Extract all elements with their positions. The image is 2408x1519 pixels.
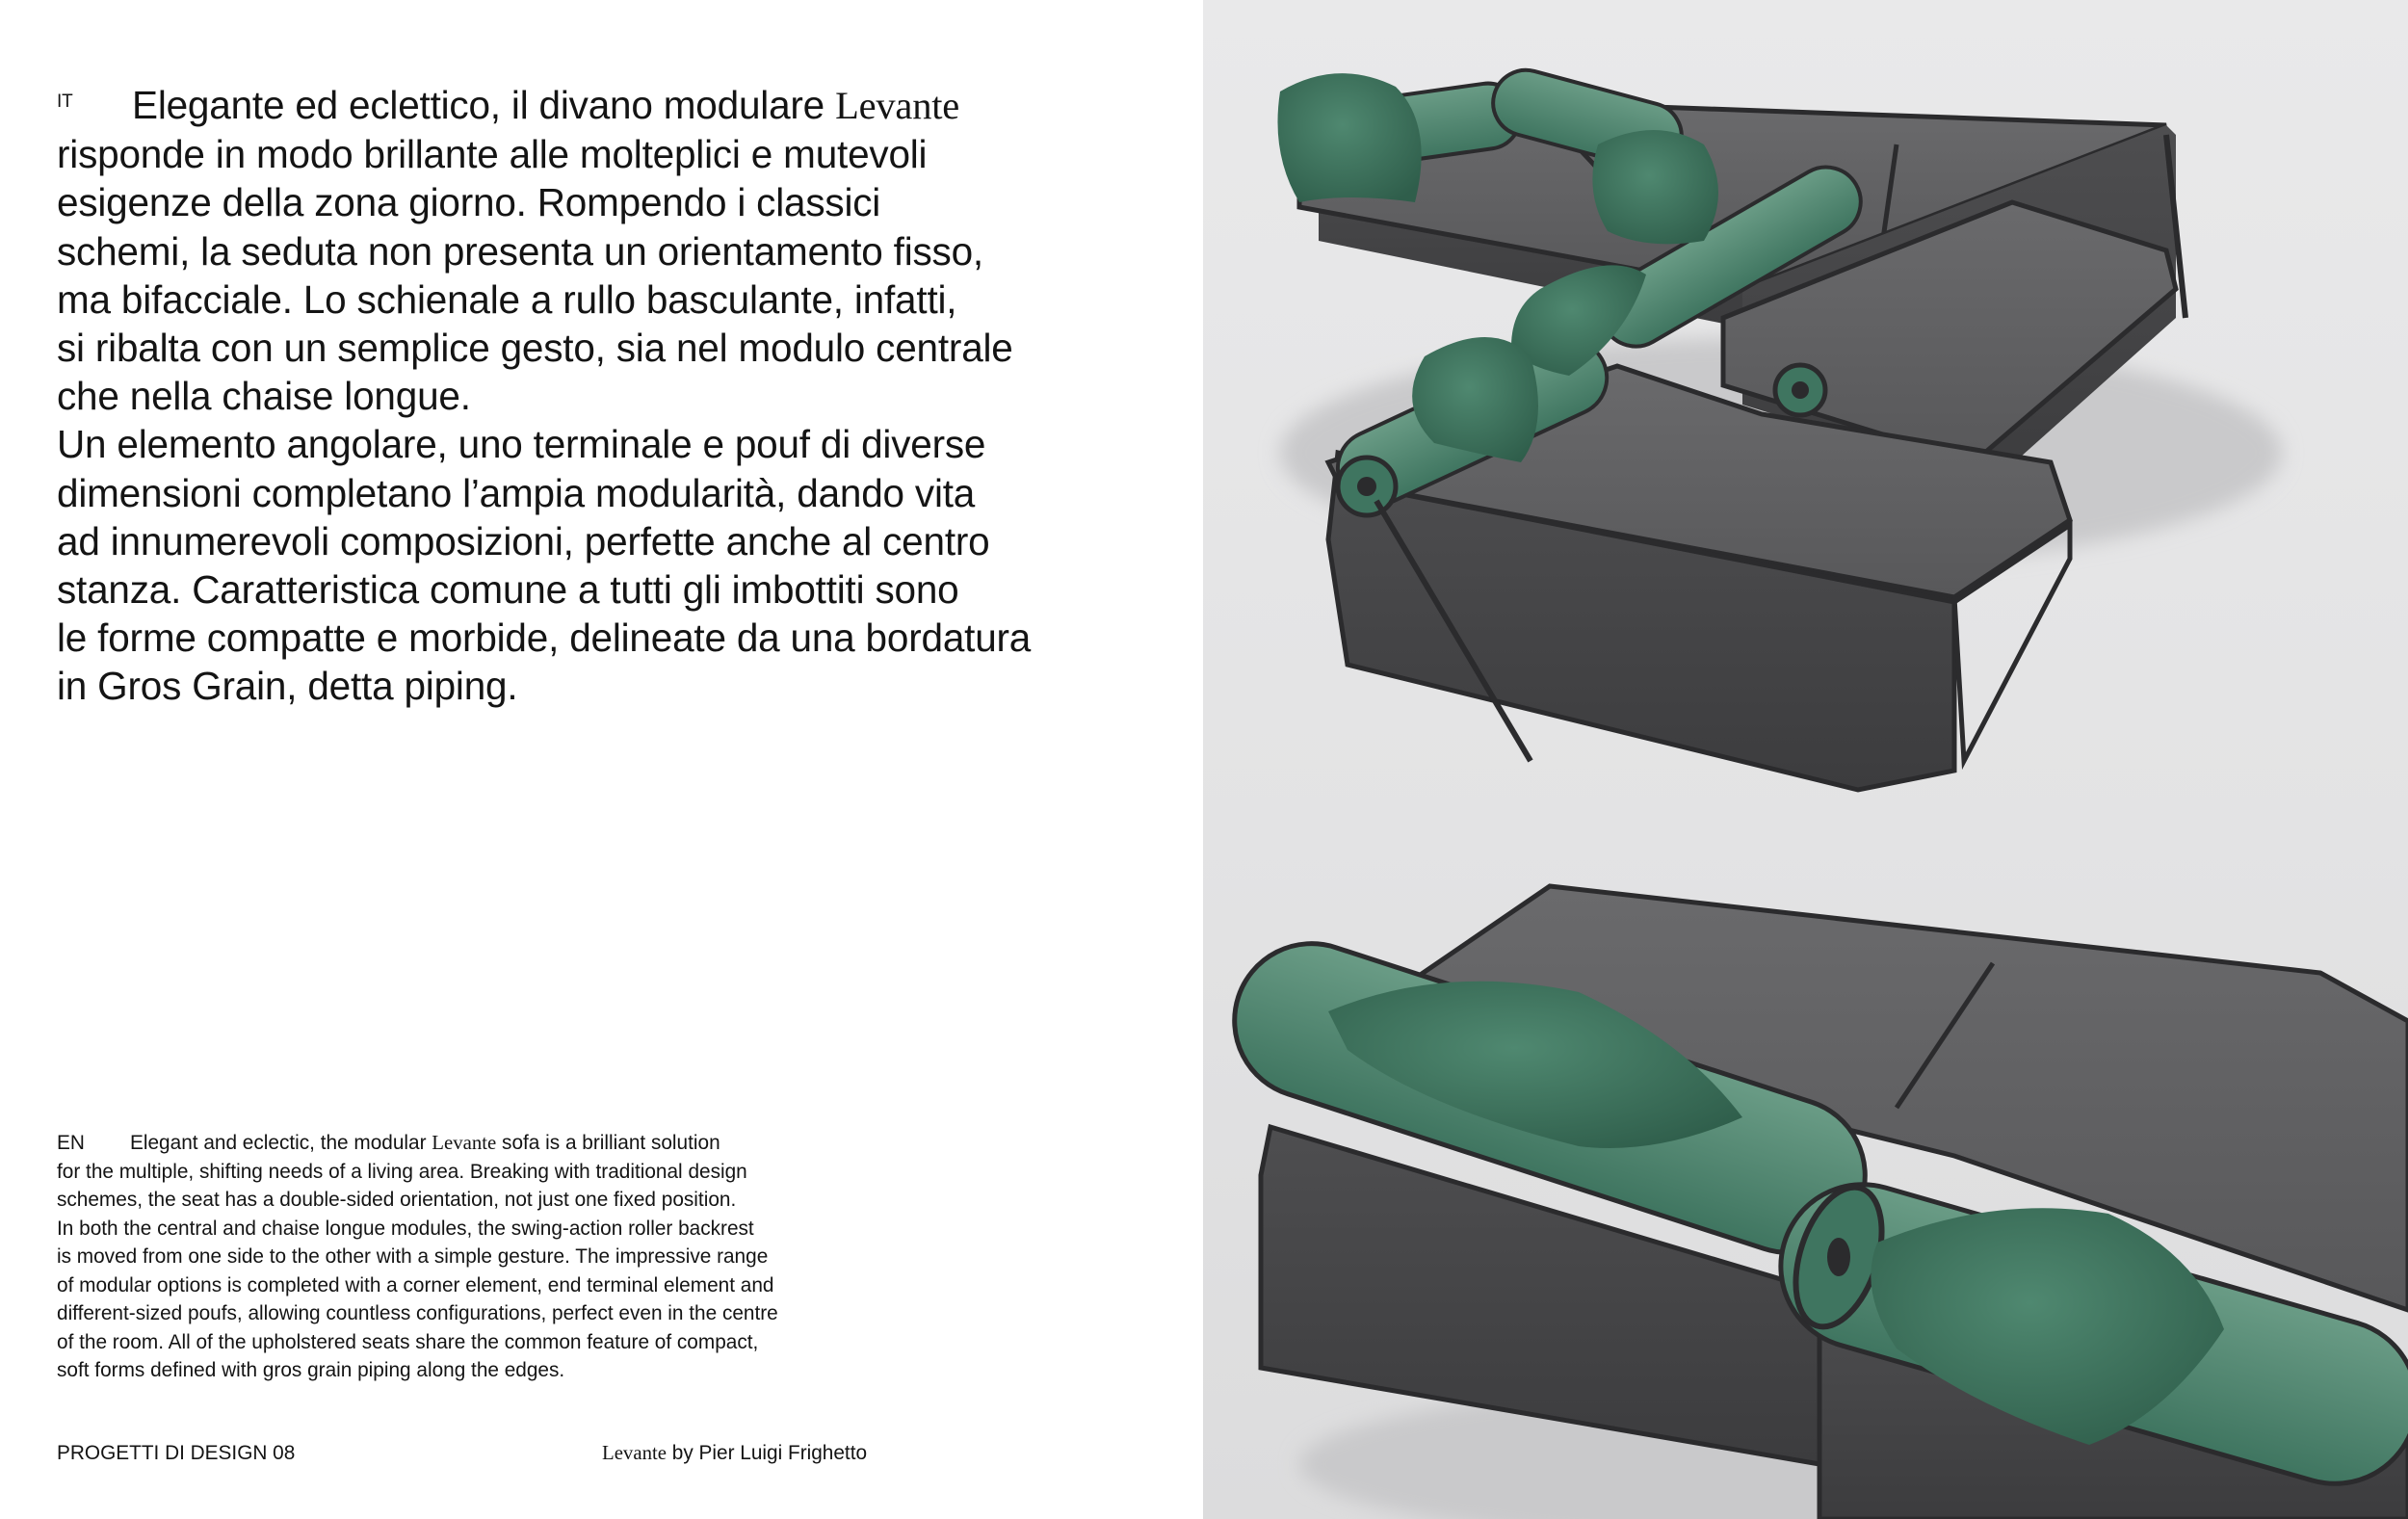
- italian-text-block: [57, 81, 1136, 711]
- roller-chaise-cap: [1357, 477, 1376, 496]
- italian-brand-name: Levante: [835, 84, 960, 127]
- sofa-photo-icon: [1203, 0, 2408, 1519]
- big-roller-left-cap: [1827, 1238, 1850, 1276]
- sofa-photo: [1203, 0, 2408, 1519]
- english-paragraph: [57, 1129, 847, 1385]
- english-brand-name: Levante: [432, 1132, 497, 1154]
- italian-paragraph-2: Un elemento angolare, uno terminale e pouf di diverse dimensioni completano l’ampia modularità, dando vita ad innumerevoli composizioni, perfette anche al centro stanza. Caratteristica comune a tutti gli imbottiti sono le forme compatte e morbide, delineate da una bordatura in Gros Grain, detta piping.: [57, 422, 1032, 709]
- footer-section-label: PROGETTI DI DESIGN 08: [57, 1442, 296, 1464]
- footer-product-credit: [602, 1441, 867, 1466]
- italian-paragraph-1: [57, 81, 1136, 420]
- italian-paragraph-1-rest: risponde in modo brillante alle molteplici e mutevoli esigenze della zona giorno. Rompendo i classici schemi, la seduta non presenta un orientamento fisso, ma bifacciale. Lo schienale a rullo basculante, infatti, si ribalta con un semplice gesto, sia nel modulo centrale che nella chaise longue.: [57, 132, 1013, 419]
- english-paragraph-rest: for the multiple, shifting needs of a living area. Breaking with traditional design schemes, the seat has a double-sided orientation, not just one fixed position. In both the central and chaise longue modules, the swing-action roller backrest is moved from one side to the other with a simple gesture. The impressive range of modular options is completed with a corner element, end terminal element and different-sized poufs, allowing countless configurations, perfect even in the centre of the room. All of the upholstered seats share the common feature of compact, soft forms defined with gros grain piping along the edges.: [57, 1160, 778, 1381]
- english-text-block: [57, 1129, 847, 1385]
- cushion-2: [1592, 130, 1718, 244]
- footer-designer: by Pier Luigi Frighetto: [666, 1442, 868, 1464]
- italian-first-line: Elegante ed eclettico, il divano modulare: [132, 83, 836, 127]
- english-first-line: Elegant and eclectic, the modular: [130, 1132, 432, 1154]
- italian-language-tag: IT: [57, 92, 73, 112]
- cushion-1: [1278, 73, 1422, 202]
- footer-product-name: Levante: [602, 1442, 667, 1464]
- english-first-line-end: sofa is a brilliant solution: [496, 1132, 720, 1154]
- left-page: [0, 0, 1203, 1519]
- roller-diagonal-cap: [1792, 381, 1809, 399]
- english-language-tag: EN: [57, 1132, 85, 1154]
